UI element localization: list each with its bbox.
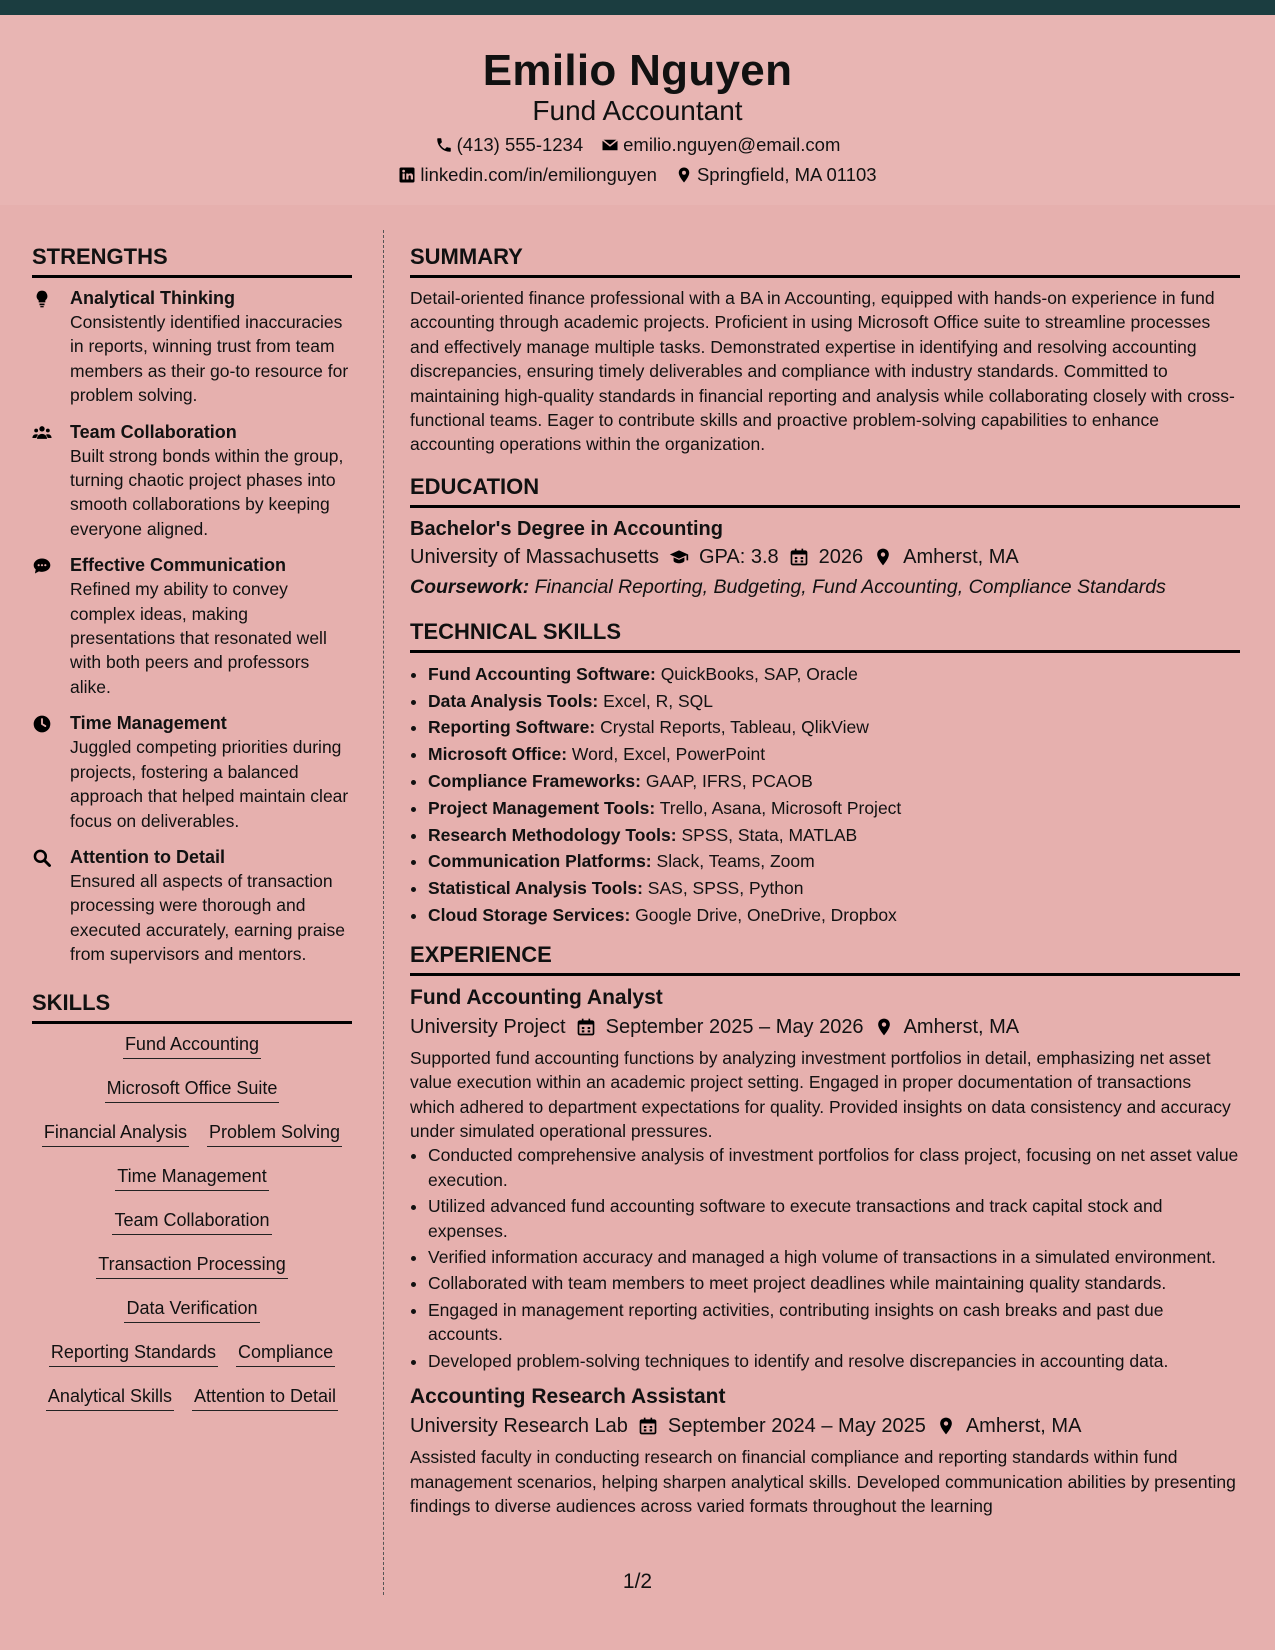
strength-title: Team Collaboration <box>70 421 237 442</box>
education-location: Amherst, MA <box>903 545 1019 568</box>
technical-skills-list <box>410 661 1240 929</box>
tech-skill-value: Word, Excel, PowerPoint <box>571 744 766 765</box>
top-accent-bar <box>0 0 1275 15</box>
list-item <box>428 688 1240 715</box>
job-title: Fund Accounting Analyst <box>410 985 663 1009</box>
strength-desc: Juggled competing priorities during projects, fostering a balanced approach that helped maintain clear focus on deliverables. <box>70 737 349 831</box>
list-item <box>428 795 1240 822</box>
list-item <box>428 822 1240 849</box>
education-coursework <box>410 572 1240 602</box>
list-item <box>428 875 1240 902</box>
list-item: • Collaborated with team members to meet project deadlines while maintaining quality standards. <box>428 1271 1240 1295</box>
list-item: • Developed problem-solving techniques to identify and resolve discrepancies in accounting data. <box>428 1349 1240 1373</box>
list-item <box>428 768 1240 795</box>
skill-tag: Time Management <box>115 1164 268 1191</box>
education-year: 2026 <box>818 545 864 568</box>
summary-text: Detail-oriented finance professional with a BA in Accounting, equipped with hands-on experience in fund accounting through academic projects. Proficient in using Microsoft Office suite to streamline processes and effectively manage multiple tasks. Demonstrated expertise in identifying and resolving accounting discrepancies, ensuring timely deliverables and compliance with industry standards. Committed to maintaining high-quality standards in financial reporting and analysis while collaborating closely with cross-functional teams. Eager to contribute skills and proactive problem-solving capabilities to enhance accounting operations within the organization. <box>410 288 1235 455</box>
education-school: University of Massachusetts <box>410 545 659 568</box>
phone-item <box>435 133 584 157</box>
tech-skill-label: Microsoft Office: <box>428 744 568 765</box>
email-text: emilio.nguyen@email.com <box>623 134 841 155</box>
list-item <box>428 714 1240 741</box>
location-item <box>675 163 877 187</box>
tech-skill-value: SAS, SPSS, Python <box>647 878 804 899</box>
map-pin-icon <box>936 1416 956 1436</box>
education-gpa: GPA: 3.8 <box>698 545 779 568</box>
right-column <box>410 243 1240 1518</box>
page-number: 1/2 <box>622 1570 653 1593</box>
tech-skill-label: Reporting Software: <box>428 717 596 738</box>
linkedin-item[interactable] <box>398 163 657 187</box>
technical-skills-heading: TECHNICAL SKILLS <box>410 618 1240 653</box>
email-item[interactable] <box>601 133 840 157</box>
left-column <box>32 243 352 1428</box>
strength-title: Time Management <box>70 713 227 734</box>
skill-tag: Problem Solving <box>207 1120 342 1147</box>
education-heading: EDUCATION <box>410 473 1240 508</box>
skill-tag: Microsoft Office Suite <box>105 1076 280 1103</box>
skill-tag: Attention to Detail <box>192 1384 338 1411</box>
search-icon <box>32 848 52 868</box>
location-text: Springfield, MA 01103 <box>696 164 877 185</box>
strengths-heading: STRENGTHS <box>32 243 352 278</box>
tech-skill-value: Slack, Teams, Zoom <box>656 851 815 872</box>
linkedin-text: linkedin.com/in/emilionguyen <box>420 164 657 185</box>
strength-desc: Refined my ability to convey complex ideas, making presentations that resonated well with both peers and professors alike. <box>70 579 327 697</box>
skill-tag: Transaction Processing <box>96 1252 287 1279</box>
chat-bubble-icon <box>32 556 52 576</box>
calendar-icon <box>576 1017 596 1037</box>
job-meta <box>410 1012 1240 1042</box>
tech-skill-value: Google Drive, OneDrive, Dropbox <box>635 905 897 926</box>
strength-desc: Consistently identified inaccuracies in reports, winning trust from team members as their go-to resource for problem solving. <box>70 312 349 406</box>
tech-skill-value: SPSS, Stata, MATLAB <box>681 824 858 845</box>
experience-heading: EXPERIENCE <box>410 941 1240 976</box>
tech-skill-value: GAAP, IFRS, PCAOB <box>645 771 813 792</box>
list-item: • Utilized advanced fund accounting software to execute transactions and track capital stock and expenses. <box>428 1194 1240 1243</box>
contact-row-1 <box>0 133 1275 157</box>
tech-skill-label: Compliance Frameworks: <box>428 771 641 792</box>
phone-text: (413) 555-1234 <box>456 134 584 155</box>
tech-skill-value: Excel, R, SQL <box>603 690 713 711</box>
coursework-text: Financial Reporting, Budgeting, Fund Accounting, Compliance Standards <box>534 575 1166 598</box>
candidate-name: Emilio Nguyen <box>482 46 793 95</box>
candidate-title: Fund Accountant <box>532 95 743 126</box>
strength-item <box>32 286 352 408</box>
job-location: Amherst, MA <box>903 1015 1020 1038</box>
strength-item <box>32 845 352 967</box>
job-org: University Project <box>410 1015 566 1038</box>
map-pin-icon <box>873 547 893 567</box>
coursework-label: Coursework: <box>410 575 530 598</box>
list-item: • Conducted comprehensive analysis of investment portfolios for class project, focusing on net asset value execution. <box>428 1143 1240 1192</box>
tech-skill-label: Cloud Storage Services: <box>428 905 631 926</box>
job-title: Accounting Research Assistant <box>410 1385 726 1409</box>
job-bullets <box>410 1143 1240 1373</box>
skill-tag: Data Verification <box>124 1296 259 1323</box>
list-item <box>428 741 1240 768</box>
education-meta <box>410 542 1240 572</box>
skills-heading: SKILLS <box>32 989 352 1024</box>
list-item: • Verified information accuracy and managed a high volume of transactions in a simulated environment. <box>428 1245 1240 1269</box>
tech-skill-label: Project Management Tools: <box>428 797 656 818</box>
job-meta <box>410 1411 1240 1441</box>
list-item <box>428 902 1240 929</box>
summary-heading: SUMMARY <box>410 243 1240 278</box>
strength-title: Effective Communication <box>70 555 287 576</box>
education-degree: Bachelor's Degree in Accounting <box>410 517 723 540</box>
resume-header <box>0 15 1275 205</box>
graduation-cap-icon <box>669 547 689 567</box>
list-item <box>428 661 1240 688</box>
calendar-icon <box>638 1416 658 1436</box>
strength-desc: Ensured all aspects of transaction processing were thorough and executed accurately, earning praise from supervisors and mentors. <box>70 870 345 965</box>
tech-skill-value: Crystal Reports, Tableau, QlikView <box>600 717 869 738</box>
job-location: Amherst, MA <box>965 1415 1082 1438</box>
tech-skill-label: Fund Accounting Software: <box>428 663 656 684</box>
lightbulb-icon <box>32 289 52 309</box>
clock-icon <box>32 714 52 734</box>
skill-tag: Analytical Skills <box>46 1384 174 1411</box>
map-pin-icon <box>874 1017 894 1037</box>
envelope-icon <box>601 136 619 154</box>
tech-skill-value: Trello, Asana, Microsoft Project <box>659 797 902 818</box>
list-item <box>428 848 1240 875</box>
linkedin-icon <box>398 166 416 184</box>
strength-item <box>32 553 352 699</box>
users-icon <box>32 423 52 443</box>
calendar-icon <box>789 547 809 567</box>
tech-skill-label: Research Methodology Tools: <box>428 824 677 845</box>
tech-skill-label: Communication Platforms: <box>428 851 652 872</box>
strength-item <box>32 420 352 542</box>
job-dates: September 2025 – May 2026 <box>605 1015 864 1038</box>
strength-item <box>32 711 352 833</box>
strength-title: Attention to Detail <box>70 846 225 867</box>
skill-tag: Financial Analysis <box>42 1120 189 1147</box>
skills-list <box>32 1032 352 1411</box>
strength-desc: Built strong bonds within the group, turning chaotic project phases into smooth collaborations by keeping everyone aligned. <box>70 445 344 539</box>
contact-row-2 <box>0 163 1275 187</box>
job-dates: September 2024 – May 2025 <box>667 1415 926 1438</box>
job-description: Assisted faculty in conducting research on financial compliance and reporting standards within fund management scenarios, helping sharpen analytical skills. Developed communication abilities by presenting findings to diverse audiences across varied formats throughout the learning <box>410 1447 1236 1516</box>
map-pin-icon <box>675 166 693 184</box>
tech-skill-label: Statistical Analysis Tools: <box>428 878 643 899</box>
tech-skill-label: Data Analysis Tools: <box>428 690 599 711</box>
tech-skill-value: QuickBooks, SAP, Oracle <box>660 663 858 684</box>
job-org: University Research Lab <box>410 1415 628 1438</box>
skill-tag: Compliance <box>236 1340 335 1367</box>
strength-title: Analytical Thinking <box>70 288 236 308</box>
skill-tag: Team Collaboration <box>112 1208 271 1235</box>
column-divider <box>383 230 384 1595</box>
job-description: Supported fund accounting functions by analyzing investment portfolios in detail, emphasizing net asset value execution within an academic project setting. Engaged in proper documentation of transactions which adhered to department expectations for quality. Provided insights on data consistency and accuracy under simulated operational pressures. <box>410 1047 1231 1142</box>
skill-tag: Fund Accounting <box>123 1032 261 1059</box>
list-item: • Engaged in management reporting activities, contributing insights on cash breaks and past due accounts. <box>428 1298 1240 1347</box>
skill-tag: Reporting Standards <box>49 1340 218 1367</box>
phone-icon <box>435 136 453 154</box>
